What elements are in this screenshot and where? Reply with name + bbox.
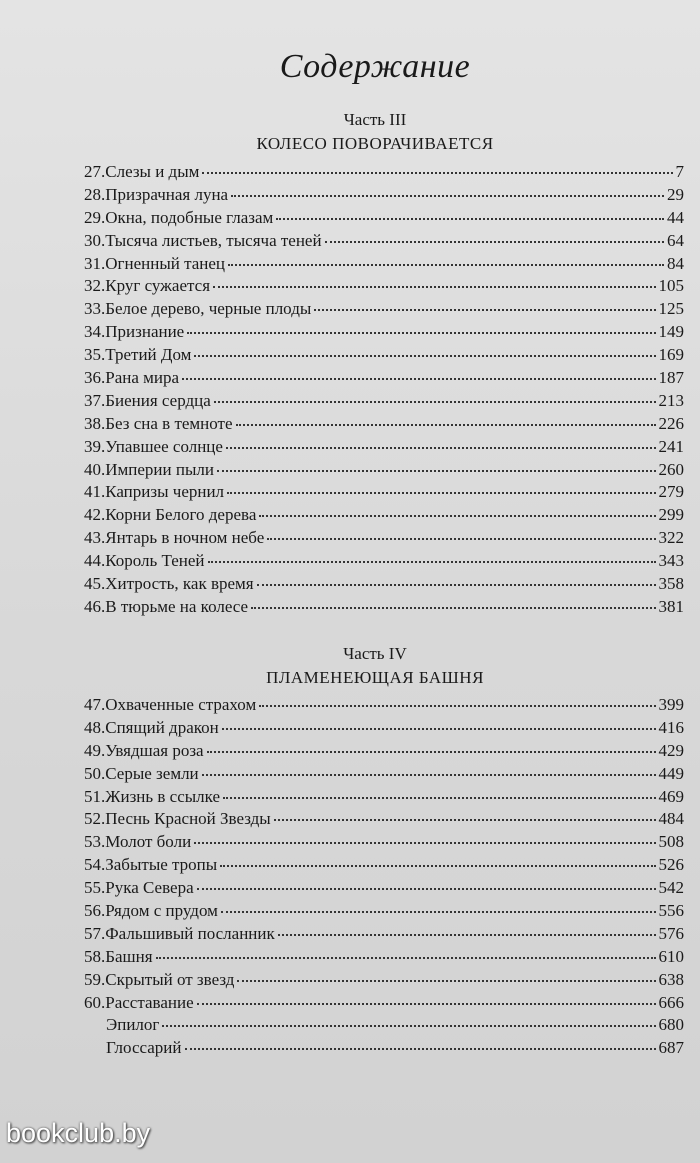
chapter-number: 49. — [84, 740, 106, 760]
chapter-title: Капризы чернил — [105, 482, 225, 502]
toc-row — [84, 923, 684, 946]
page-number: 542 — [658, 878, 684, 898]
chapter-title: Огненный танец — [105, 253, 226, 273]
chapter-number: 50. — [84, 763, 106, 783]
toc-row — [84, 969, 684, 992]
page-number: 576 — [658, 923, 684, 943]
chapter-number: 44. — [84, 551, 106, 571]
chapter-number: 54. — [84, 855, 106, 875]
chapter-title: Рана мира — [105, 368, 180, 388]
toc-row — [84, 877, 684, 900]
part-3-chapter-list — [84, 161, 684, 619]
leader-dots — [274, 809, 656, 821]
page-number: 187 — [658, 368, 684, 388]
chapter-number: 47. — [84, 695, 106, 714]
chapter-number: 32. — [84, 276, 106, 296]
page-number: 526 — [658, 855, 684, 875]
leader-dots — [202, 764, 656, 776]
chapter-title: Призрачная луна — [105, 184, 229, 204]
chapter-title: Третий Дом — [105, 345, 192, 365]
chapter-title: Упавшее солнце — [105, 436, 223, 456]
page-number: 508 — [658, 832, 684, 852]
toc-row — [84, 207, 684, 230]
page-number: 666 — [658, 992, 684, 1012]
chapter-number: 30. — [84, 230, 106, 250]
leader-dots — [185, 1038, 656, 1050]
chapter-title: Расставание — [105, 992, 194, 1012]
chapter-title: Забытые тропы — [105, 855, 218, 875]
chapter-number: 42. — [84, 505, 106, 525]
leader-dots — [213, 276, 655, 288]
toc-row — [84, 900, 684, 923]
chapter-number: 38. — [84, 413, 106, 433]
page-number: 125 — [658, 299, 684, 319]
part-4-subtitle: ПЛАМЕНЕЮЩАЯ БАШНЯ — [266, 668, 484, 687]
chapter-number: 29. — [84, 207, 106, 227]
chapter-number: 43. — [84, 528, 106, 548]
chapter-number: 56. — [84, 901, 106, 921]
chapter-title: Империи пыли — [105, 459, 214, 479]
leader-dots — [314, 299, 655, 311]
chapter-title: Молот боли — [105, 832, 192, 852]
page-number: 680 — [658, 1015, 684, 1035]
toc-row — [84, 854, 684, 877]
leader-dots — [236, 414, 656, 426]
chapter-number: 58. — [84, 946, 106, 966]
chapter-title: Эпилог — [106, 1015, 160, 1035]
part-3-subtitle: КОЛЕСО ПОВОРАЧИВАЕТСЯ — [256, 134, 494, 153]
chapter-number: 45. — [84, 574, 106, 594]
chapter-title: Скрытый от звезд — [105, 969, 235, 989]
page-number: 556 — [658, 901, 684, 921]
page-number: 469 — [658, 786, 684, 806]
toc-row — [84, 344, 684, 367]
chapter-title: Глоссарий — [106, 1038, 182, 1058]
chapter-number: 59. — [84, 969, 106, 989]
page-number: 226 — [658, 413, 684, 433]
page-number: 29 — [667, 184, 684, 204]
leader-dots — [237, 970, 655, 982]
leader-dots — [208, 551, 656, 563]
leader-dots — [259, 695, 655, 707]
toc-row — [84, 808, 684, 831]
watermark: bookclub.by — [6, 1118, 151, 1148]
page-number: 687 — [658, 1038, 684, 1058]
leader-dots — [259, 505, 655, 517]
toc-row — [84, 527, 684, 550]
toc-row — [84, 596, 684, 619]
chapter-title: Песнь Красной Звезды — [105, 809, 271, 829]
chapter-number: 55. — [84, 878, 106, 898]
chapter-title: Серые земли — [105, 763, 199, 783]
toc-row — [84, 573, 684, 596]
chapter-number: 41. — [84, 482, 106, 502]
leader-dots — [156, 947, 656, 959]
chapter-number: 48. — [84, 717, 106, 737]
leader-dots — [220, 855, 655, 867]
chapter-number: 46. — [84, 596, 106, 616]
leader-dots — [325, 231, 664, 243]
toc-row — [84, 694, 684, 717]
page-number: 84 — [667, 253, 684, 273]
page-number: 399 — [658, 695, 684, 714]
chapter-title: Признание — [105, 322, 185, 342]
chapter-title: Слезы и дым — [105, 162, 200, 181]
toc-row — [84, 740, 684, 763]
leader-dots — [162, 1015, 655, 1027]
page-number: 484 — [658, 809, 684, 829]
chapter-title: Увядшая роза — [105, 740, 204, 760]
leader-dots — [278, 924, 656, 936]
part-4-label: Часть IV — [343, 644, 407, 663]
chapter-title: Жизнь в ссылке — [105, 786, 221, 806]
page-number: 64 — [667, 230, 684, 250]
chapter-title: Янтарь в ночном небе — [105, 528, 265, 548]
page-number: 105 — [658, 276, 684, 296]
toc-row — [84, 459, 684, 482]
chapter-title: Белое дерево, черные плоды — [105, 299, 312, 319]
toc-row — [84, 367, 684, 390]
chapter-number: 39. — [84, 436, 106, 456]
chapter-number: 60. — [84, 992, 106, 1012]
toc-row — [84, 831, 684, 854]
toc-row — [84, 298, 684, 321]
chapter-title: Король Теней — [105, 551, 205, 571]
chapter-number: 33. — [84, 299, 106, 319]
page-number: 44 — [667, 207, 684, 227]
chapter-title: Корни Белого дерева — [105, 505, 257, 525]
chapter-number: 28. — [84, 184, 106, 204]
leader-dots — [194, 345, 655, 357]
page-number: 638 — [658, 969, 684, 989]
leader-dots — [187, 322, 655, 334]
chapter-title: Окна, подобные глазам — [105, 207, 274, 227]
leader-dots — [226, 437, 656, 449]
chapter-number: 31. — [84, 253, 106, 273]
page-title: Содержание — [279, 48, 471, 85]
page-number: 241 — [658, 436, 684, 456]
leader-dots — [197, 993, 656, 1005]
toc-row — [84, 413, 684, 436]
toc-row — [84, 161, 684, 184]
toc-row — [84, 390, 684, 413]
chapter-number: 51. — [84, 786, 106, 806]
toc-row — [84, 786, 684, 809]
leader-dots — [197, 878, 656, 890]
leader-dots — [214, 391, 656, 403]
page-number: 343 — [658, 551, 684, 571]
chapter-title: Рука Севера — [105, 878, 194, 898]
toc-row — [84, 946, 684, 969]
leader-dots — [222, 718, 656, 730]
page-number: 381 — [658, 596, 684, 616]
chapter-number: 37. — [84, 390, 106, 410]
page-number: 213 — [658, 390, 684, 410]
chapter-title: В тюрьме на колесе — [105, 596, 249, 616]
chapter-title: Круг сужается — [105, 276, 211, 296]
chapter-title: Охваченные страхом — [105, 695, 257, 714]
leader-dots — [257, 574, 656, 586]
leader-dots — [227, 482, 655, 494]
page-number: 169 — [658, 345, 684, 365]
toc-row — [84, 253, 684, 276]
chapter-number: 35. — [84, 345, 106, 365]
leader-dots — [228, 254, 664, 266]
chapter-title: Биения сердца — [105, 390, 211, 410]
chapter-title: Фальшивый посланник — [105, 923, 275, 943]
toc-extra-row — [84, 1037, 684, 1060]
toc-row — [84, 717, 684, 740]
chapter-number: 57. — [84, 923, 106, 943]
toc-row — [84, 992, 684, 1015]
page-number: 279 — [658, 482, 684, 502]
leader-dots — [276, 208, 664, 220]
page-number: 416 — [658, 717, 684, 737]
leader-dots — [223, 787, 655, 799]
leader-dots — [202, 162, 672, 174]
toc-row — [84, 481, 684, 504]
page-number: 358 — [658, 574, 684, 594]
chapter-title: Тысяча листьев, тысяча теней — [105, 230, 322, 250]
chapter-number: 53. — [84, 832, 106, 852]
chapter-title: Рядом с прудом — [105, 901, 218, 921]
leader-dots — [231, 185, 664, 197]
toc-row — [84, 763, 684, 786]
leader-dots — [182, 368, 655, 380]
page-number: 322 — [658, 528, 684, 548]
leader-dots — [267, 528, 655, 540]
page-number: 299 — [658, 505, 684, 525]
leader-dots — [251, 597, 655, 609]
chapter-title: Башня — [105, 946, 153, 966]
toc-row — [84, 436, 684, 459]
part-4-chapter-list — [84, 694, 684, 1060]
toc-row — [84, 184, 684, 207]
toc-row — [84, 550, 684, 573]
chapter-number: 34. — [84, 322, 106, 342]
chapter-number: 52. — [84, 809, 106, 829]
toc-row — [84, 504, 684, 527]
page-number: 260 — [658, 459, 684, 479]
page-number: 429 — [658, 740, 684, 760]
toc-row — [84, 321, 684, 344]
page-number: 449 — [658, 763, 684, 783]
leader-dots — [217, 460, 656, 472]
leader-dots — [207, 741, 656, 753]
toc-row — [84, 275, 684, 298]
chapter-number: 40. — [84, 459, 106, 479]
page-number: 149 — [658, 322, 684, 342]
page-number: 7 — [675, 162, 684, 181]
chapter-number: 27. — [84, 162, 106, 181]
toc-extra-row — [84, 1014, 684, 1037]
toc-row — [84, 230, 684, 253]
leader-dots — [221, 901, 656, 913]
chapter-number: 36. — [84, 368, 106, 388]
leader-dots — [194, 832, 655, 844]
page-number: 610 — [658, 946, 684, 966]
chapter-title: Без сна в темноте — [105, 413, 233, 433]
chapter-title: Хитрость, как время — [105, 574, 254, 594]
chapter-title: Спящий дракон — [105, 717, 219, 737]
part-3-label: Часть III — [343, 110, 407, 129]
